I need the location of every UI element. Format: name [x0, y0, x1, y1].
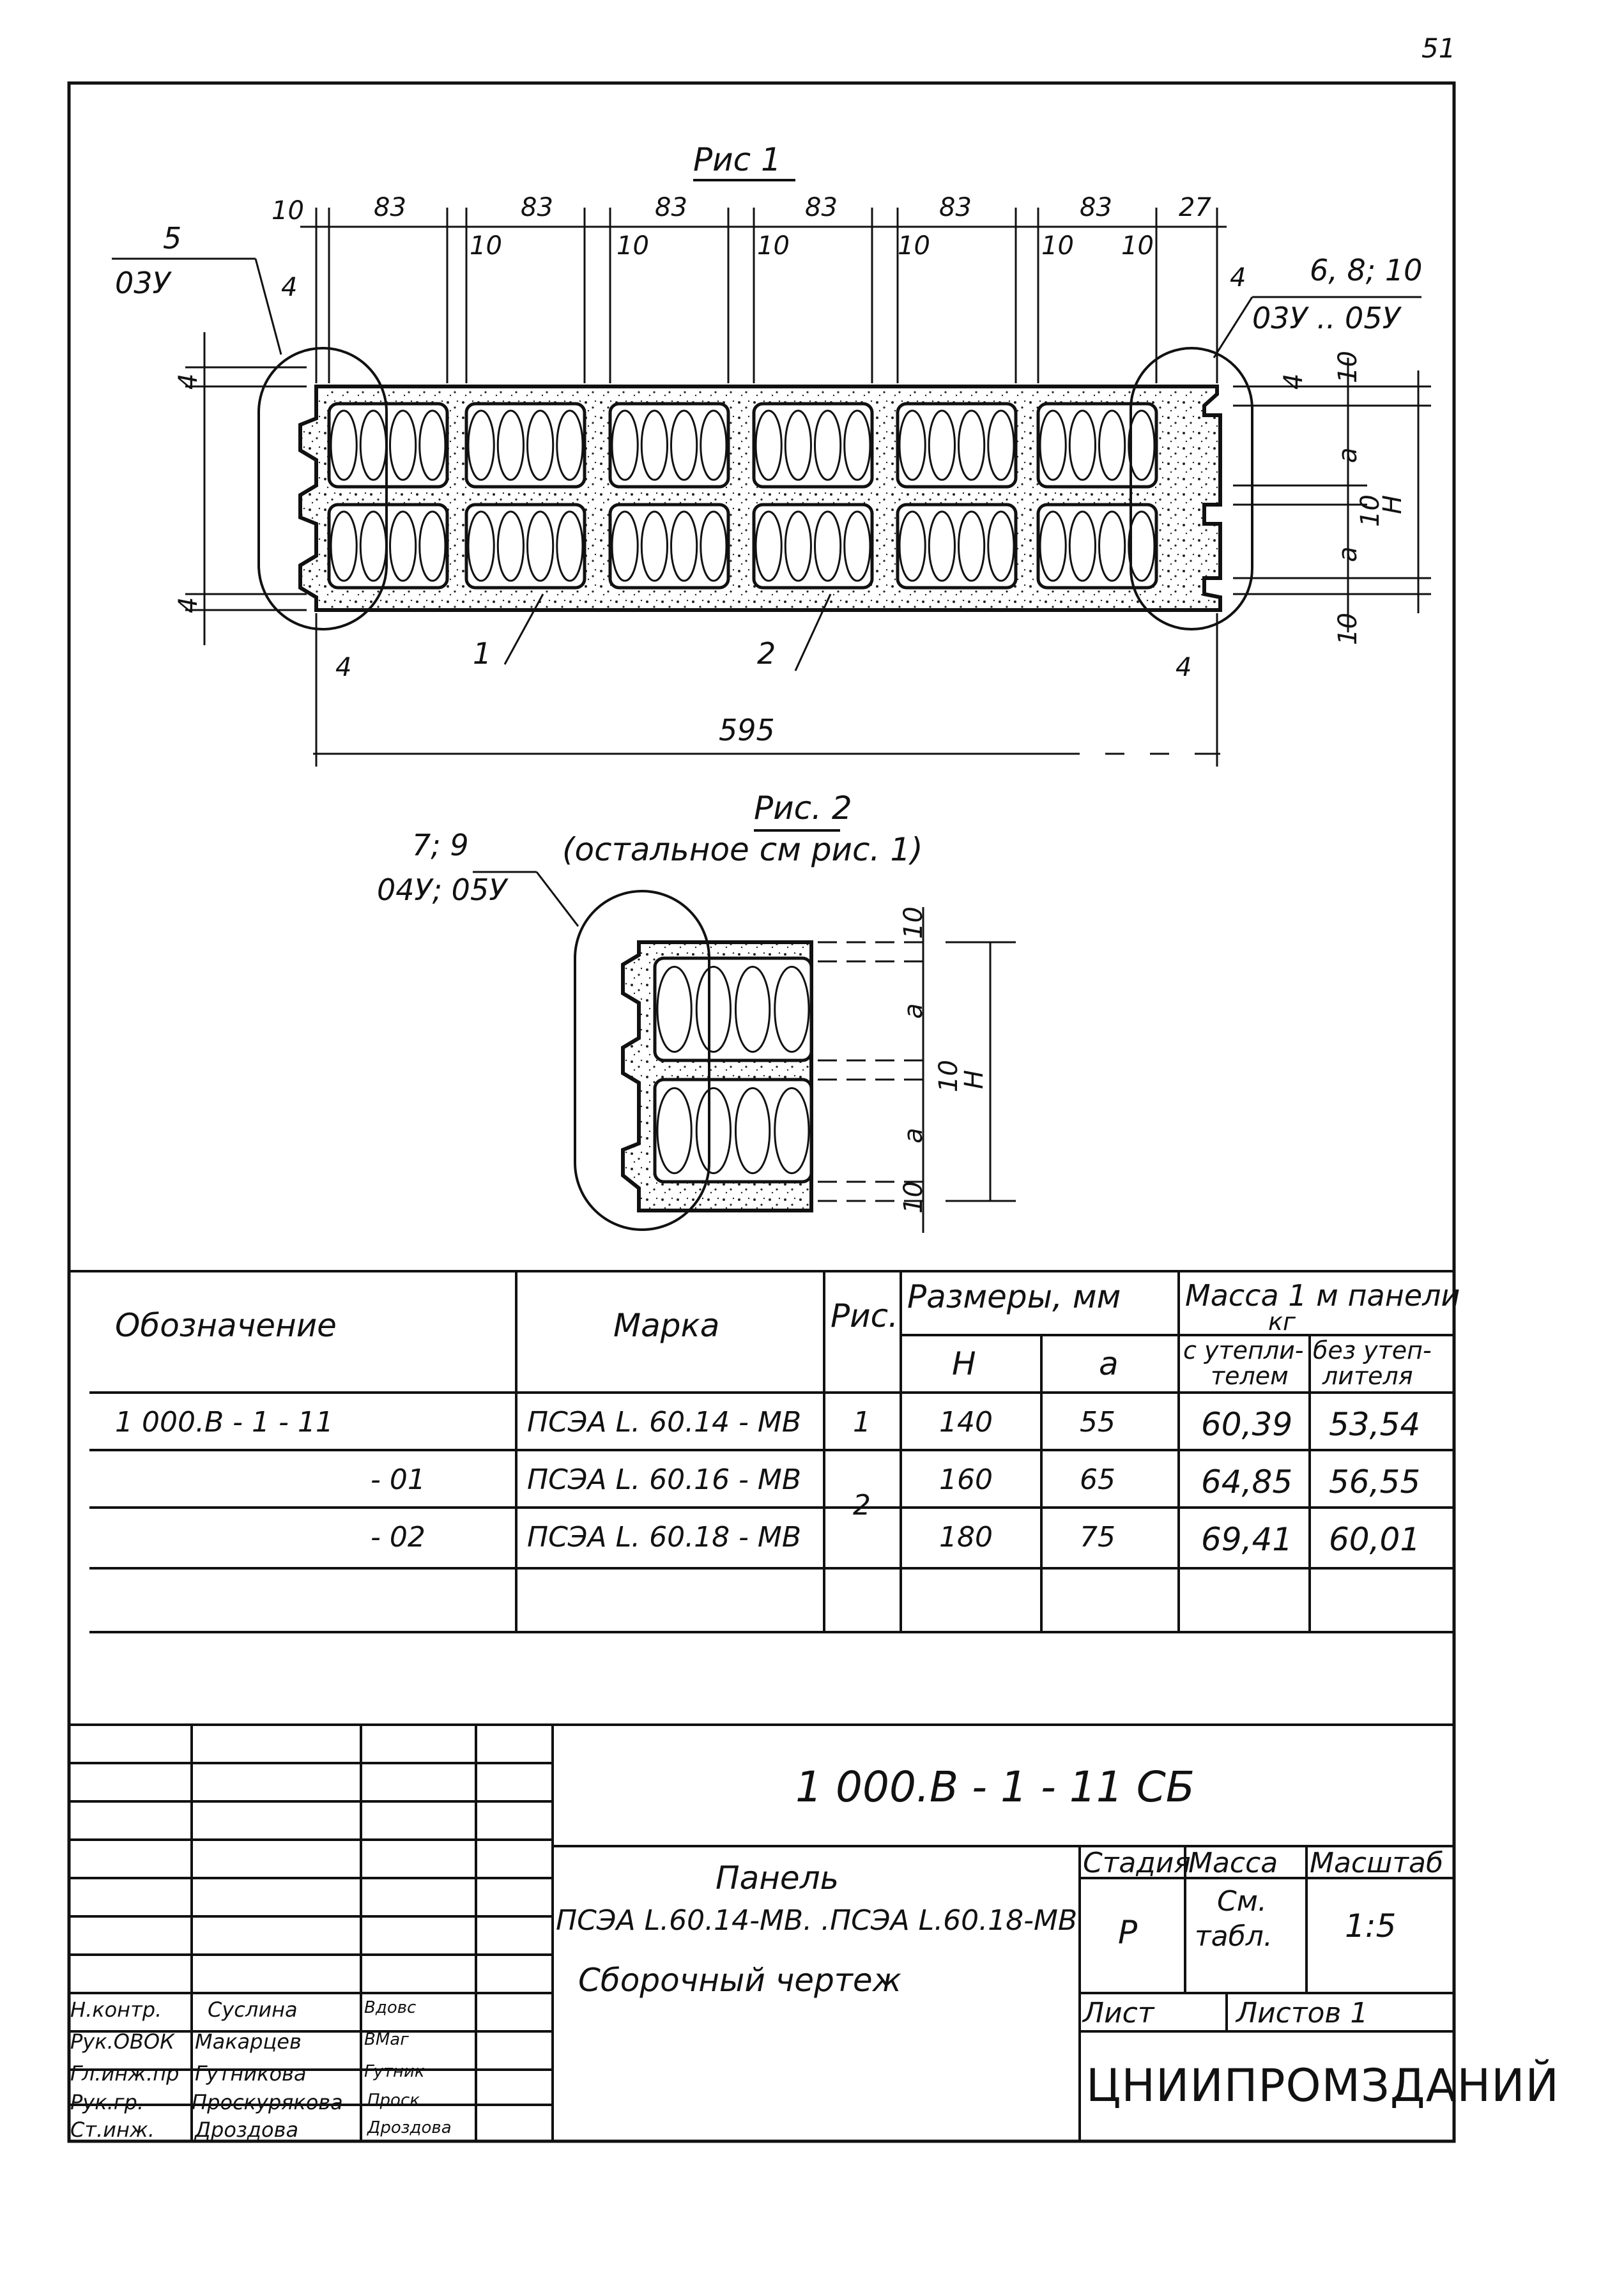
col-without-ins-1: без утеп-	[1313, 1336, 1432, 1364]
fig1-top-dim-2: 83	[374, 193, 406, 222]
fig1-right-dim-4: а	[1333, 546, 1363, 562]
insulation-cell	[329, 505, 447, 588]
col-h-header: Н	[952, 1345, 976, 1382]
fig1-gap-dim-4: 10	[898, 231, 930, 261]
doc-code: 1 000.В - 1 - 11 СБ	[795, 1762, 1195, 1812]
title-name-line3: Сборочный чертеж	[578, 1962, 901, 1999]
row2-mass-with: 64,85	[1201, 1463, 1293, 1501]
fig1-right-dim-2: а	[1333, 447, 1363, 463]
organization: ЦНИИПРОМЗДАНИЙ	[1086, 2059, 1559, 2112]
col-mass-unit: кг	[1268, 1308, 1296, 1336]
fig1-top-dim-7: 83	[1080, 193, 1112, 222]
stage-label: Стадия	[1083, 1847, 1191, 1879]
row1-a: 55	[1080, 1406, 1115, 1439]
fig1-gap-dim-6: 10	[1121, 231, 1154, 261]
insulation-cell	[610, 505, 728, 588]
role-3: Гл.инж.пр	[70, 2061, 180, 2086]
row2-a: 65	[1080, 1463, 1115, 1496]
fig2-right-dim-4: а	[899, 1127, 928, 1143]
signature-5: Дроздова	[367, 2118, 452, 2137]
mass-label: Масса	[1188, 1847, 1278, 1879]
row2-mass-without: 56,55	[1329, 1463, 1421, 1501]
page-number: 51	[1421, 33, 1456, 64]
fig2-callout-code: 04У; 05У	[377, 873, 507, 907]
row2-designation: - 01	[371, 1463, 425, 1496]
insulation-cell	[655, 1080, 811, 1182]
signature-2: ВМаг	[364, 2030, 409, 2049]
signature-3: Гутник	[364, 2062, 425, 2081]
fig1-top-dim-3: 83	[521, 193, 553, 222]
name-4: Проскурякова	[192, 2090, 343, 2114]
col-fig-header: Рис.	[831, 1297, 899, 1334]
fig1-right-dim-3: 10	[1356, 494, 1385, 527]
row3-mark: ПСЭА L. 60.18 - МВ	[527, 1521, 802, 1554]
row1-h: 140	[939, 1406, 993, 1439]
fig2-right-dim-1: 10	[899, 906, 928, 939]
fig1-small-dim-3: 4	[174, 597, 203, 613]
fig2-right-dim-2: а	[899, 1003, 928, 1019]
fig2-right-dim-3: 10	[934, 1060, 963, 1092]
fig1-small-dim-7: 4	[1176, 653, 1192, 682]
signature-1: Вдовс	[364, 1998, 417, 2017]
fig2-callout-num: 7; 9	[412, 828, 469, 862]
insulation-cell	[466, 404, 585, 487]
insulation-cell	[754, 404, 872, 487]
row1-fig: 1	[853, 1406, 871, 1439]
col-mass-header: Масса 1 м панели	[1185, 1278, 1460, 1313]
col-without-ins-2: лителя	[1322, 1362, 1413, 1390]
row3-mass-without: 60,01	[1329, 1521, 1421, 1558]
row1-designation: 1 000.В - 1 - 11	[115, 1406, 333, 1439]
name-5: Дроздова	[195, 2118, 299, 2142]
row2-h: 160	[939, 1463, 993, 1496]
fig2-subtitle: (остальное см рис. 1)	[562, 831, 923, 868]
fig1-small-dim-5: 4	[1230, 263, 1246, 293]
col-with-ins-1: с утепли-	[1183, 1336, 1304, 1364]
sheet-label: Лист	[1083, 1997, 1154, 2029]
fig1-leader-2: 2	[757, 636, 776, 671]
insulation-cell	[898, 404, 1016, 487]
insulation-cell	[610, 404, 728, 487]
fig1-right-dim-1: 10	[1333, 351, 1363, 383]
row2-fig: 2	[853, 1489, 871, 1522]
role-2: Рук.ОВОК	[70, 2029, 174, 2054]
fig2-title: Рис. 2	[754, 790, 852, 827]
fig1-width-dim: 595	[719, 713, 775, 747]
fig2-drawing	[473, 830, 1016, 1233]
fig1-top-dim-4: 83	[655, 193, 687, 222]
row1-mark: ПСЭА L. 60.14 - МВ	[527, 1406, 802, 1439]
signature-4: Проск	[367, 2091, 420, 2110]
row3-h: 180	[939, 1521, 993, 1554]
insulation-cell	[898, 505, 1016, 588]
fig1-leader-1: 1	[473, 636, 492, 671]
mass-value-1: См.	[1217, 1885, 1267, 1918]
fig1-top-dim-8: 27	[1179, 193, 1211, 222]
fig1-gap-dim-2: 10	[617, 231, 649, 261]
name-1: Суслина	[208, 1998, 298, 2022]
fig1-top-dim-6: 83	[939, 193, 972, 222]
fig1-gap-dim-5: 10	[1041, 231, 1074, 261]
fig1-right-dim-5: 10	[1333, 613, 1363, 645]
role-1: Н.контр.	[70, 1998, 162, 2022]
fig1-right-callout-num: 6, 8; 10	[1310, 253, 1423, 287]
fig1-small-dim-2: 4	[174, 373, 203, 390]
role-4: Рук.гр.	[70, 2090, 144, 2114]
scale-value: 1:5	[1345, 1907, 1397, 1944]
stage-value: Р	[1118, 1914, 1138, 1951]
fig1-right-callout-code: 03У .. 05У	[1252, 301, 1400, 335]
col-designation-header: Обозначение	[115, 1307, 337, 1344]
name-3: Гутникова	[195, 2061, 307, 2086]
col-mark-header: Марка	[613, 1307, 720, 1344]
fig1-right-dim-6: Н	[1378, 494, 1407, 514]
row2-mark: ПСЭА L. 60.16 - МВ	[527, 1463, 802, 1496]
mass-value-2: табл.	[1195, 1920, 1273, 1953]
col-sizes-header: Размеры, мм	[907, 1278, 1121, 1315]
fig1-left-callout-code: 03У	[115, 266, 171, 300]
insulation-cell	[1038, 505, 1156, 588]
row3-designation: - 02	[371, 1521, 425, 1554]
fig1-left-callout-num: 5	[163, 221, 182, 256]
scale-label: Масштаб	[1310, 1847, 1444, 1879]
fig2-right-dim-5: 10	[899, 1181, 928, 1214]
fig1-top-dim-5: 83	[805, 193, 838, 222]
role-5: Ст.инж.	[70, 2118, 155, 2142]
row1-mass-with: 60,39	[1201, 1406, 1293, 1443]
insulation-cell	[466, 505, 585, 588]
row1-mass-without: 53,54	[1329, 1406, 1421, 1443]
insulation-cell	[655, 958, 811, 1060]
col-with-ins-2: телем	[1211, 1362, 1289, 1390]
insulation-cell	[754, 505, 872, 588]
row3-a: 75	[1080, 1521, 1115, 1554]
fig2-right-dim-6: Н	[960, 1069, 989, 1089]
title-name-line1: Панель	[716, 1860, 839, 1897]
col-a-header: а	[1099, 1345, 1119, 1382]
insulation-cell	[329, 404, 447, 487]
fig1-small-dim-4: 4	[335, 653, 352, 682]
title-name-line2: ПСЭА L.60.14-МВ. .ПСЭА L.60.18-МВ	[556, 1904, 1078, 1937]
row3-mass-with: 69,41	[1201, 1521, 1293, 1558]
fig1-top-dim-1: 10	[272, 196, 304, 225]
fig1-title: Рис 1	[693, 141, 781, 178]
fig1-gap-dim-1: 10	[470, 231, 502, 261]
fig1-gap-dim-3: 10	[757, 231, 790, 261]
insulation-cell	[1038, 404, 1156, 487]
fig1-small-dim-6: 4	[1279, 373, 1308, 390]
name-2: Макарцев	[195, 2029, 302, 2054]
sheets-label: Листов 1	[1236, 1997, 1368, 2029]
fig1-small-dim-1: 4	[281, 273, 298, 302]
